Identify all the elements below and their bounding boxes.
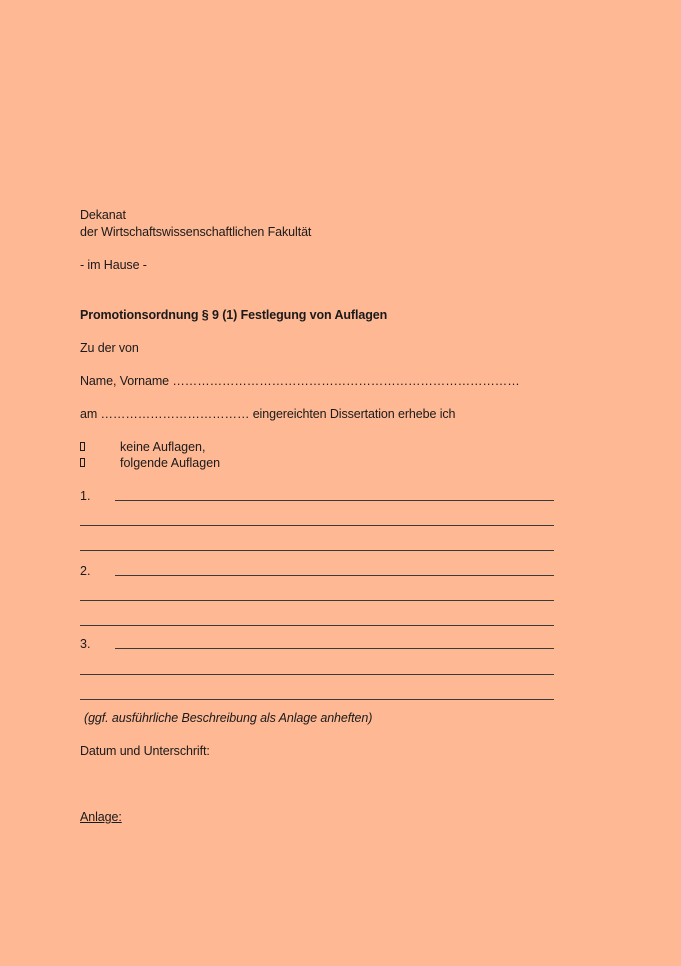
name-field: Name, Vorname …………………………………………………………………………: [80, 374, 520, 388]
attachment-label: Anlage:: [80, 810, 122, 824]
requirement-line: [80, 625, 554, 626]
requirement-line: [115, 575, 554, 576]
recipient-line-3: - im Hause -: [80, 258, 147, 272]
recipient-line-1: Dekanat: [80, 208, 126, 222]
option-label: keine Auflagen,: [120, 440, 206, 454]
requirement-line: [80, 600, 554, 601]
subject-heading: Promotionsordnung § 9 (1) Festlegung von Auflagen: [80, 308, 388, 322]
requirement-line: [80, 550, 554, 551]
date-field: am ……………………………… eingereichten Dissertation erhebe ich: [80, 407, 456, 421]
recipient-line-2: der Wirtschaftswissenschaftlichen Fakultät: [80, 225, 312, 239]
requirement-line: [80, 699, 554, 700]
requirement-line: [80, 525, 554, 526]
checkbox-icon: [80, 458, 85, 467]
checkbox-icon: [80, 442, 85, 451]
signature-label: Datum und Unterschrift:: [80, 744, 210, 758]
attachment-note: (ggf. ausführliche Beschreibung als Anlage anheften): [84, 711, 373, 725]
requirement-line: [80, 674, 554, 675]
item-number-3: 3.: [80, 637, 91, 651]
intro-text: Zu der von: [80, 341, 139, 355]
requirement-line: [115, 648, 554, 649]
item-number-1: 1.: [80, 489, 91, 503]
item-number-2: 2.: [80, 564, 91, 578]
option-label: folgende Auflagen: [120, 456, 221, 470]
requirement-line: [115, 500, 554, 501]
